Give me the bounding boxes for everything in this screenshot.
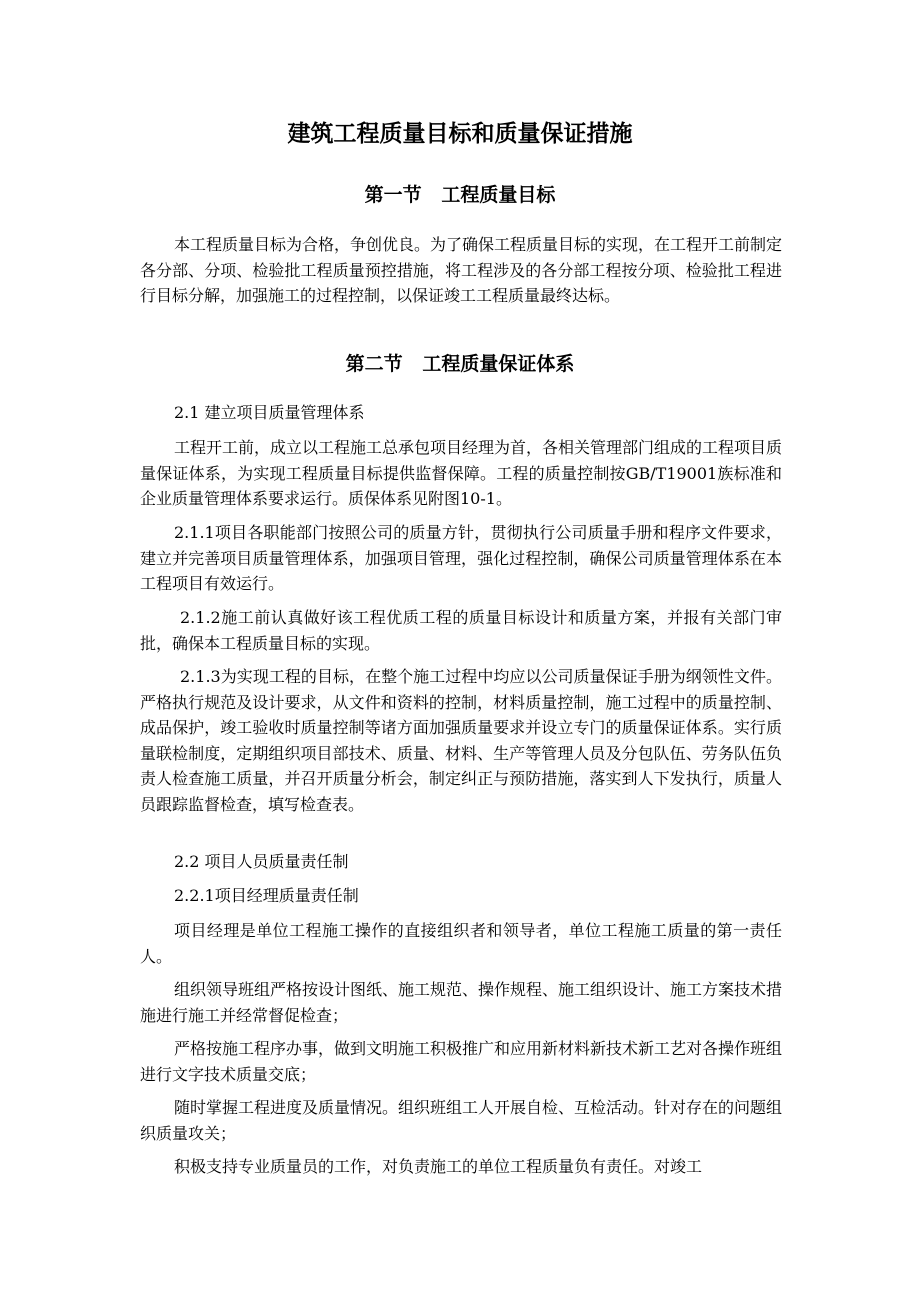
- paragraph-support-inspector: 积极支持专业质量员的工作，对负责施工的单位工程质量负有责任。对竣工: [174, 1157, 703, 1176]
- paragraph-2-1-2: 2.1.2施工前认真做好该工程优质工程的质量目标设计和质量方案，并报有关部门审批，确保本工程质量目标的实现。: [140, 608, 782, 653]
- paragraph-2-1-1: 2.1.1项目各职能部门按照公司的质量方针，贯彻执行公司质量手册和程序文件要求，建立并完善项目质量管理体系，加强项目管理，强化过程控制，确保公司质量管理体系在本工程项目有效运行。: [140, 523, 782, 593]
- section-heading-1: 第一节 工程质量目标: [364, 184, 556, 206]
- paragraph-manager-role: 项目经理是单位工程施工操作的直接组织者和领导者，单位工程施工质量的第一责任人。: [140, 921, 782, 966]
- paragraph-2-1-3: 2.1.3为实现工程的目标，在整个施工过程中均应以公司质量保证手册为纲领性文件。严格执行规范及设计要求，从文件和资料的控制，材料质量控制，施工过程中的质量控制、成品保护，竣工验收时质量控制等诸方面加强质量要求并设立专门的质量保证体系。实行质量联检制度，定期组织项目部技术、质量、材料、生产等管理人员及分包队伍、劳务队伍负责人检查施工质量，并召开质量分析会，制定纠正与预防措施，落实到人下发执行，质量人员跟踪监督检查，填写检查表。: [140, 667, 782, 814]
- paragraph-2-2-1-heading: 2.2.1项目经理质量责任制: [174, 886, 359, 905]
- paragraph-follow-procedure: 严格按施工程序办事，做到文明施工积极推广和应用新材料新技术新工艺对各操作班组进行文字技术质量交底；: [140, 1039, 783, 1084]
- document-title: 建筑工程质量目标和质量保证措施: [287, 121, 633, 147]
- paragraph-track-progress: 随时掌握工程进度及质量情况。组织班组工人开展自检、互检活动。针对存在的问题组织质量攻关；: [140, 1098, 783, 1143]
- paragraph-2-1-heading: 2.1 建立项目质量管理体系: [174, 403, 365, 422]
- paragraph-lead-teams: 组织领导班组严格按设计图纸、施工规范、操作规程、施工组织设计、施工方案技术措施进行施工并经常督促检查；: [140, 980, 783, 1025]
- paragraph-2-2-heading: 2.2 项目人员质量责任制: [174, 852, 349, 871]
- paragraph-quality-goal: 本工程质量目标为合格，争创优良。为了确保工程质量目标的实现，在工程开工前制定各分部、分项、检验批工程质量预控措施，将工程涉及的各分部工程按分项、检验批工程进行目标分解，加强施工的过程控制，以保证竣工工程质量最终达标。: [140, 235, 783, 305]
- paragraph-2-1-body: 工程开工前，成立以工程施工总承包项目经理为首，各相关管理部门组成的工程项目质量保证体系，为实现工程质量目标提供监督保障。工程的质量控制按GB/T19001族标准和企业质量管理体系要求运行。质保体系见附图10-1。: [140, 438, 783, 508]
- section-heading-2: 第二节 工程质量保证体系: [345, 353, 575, 375]
